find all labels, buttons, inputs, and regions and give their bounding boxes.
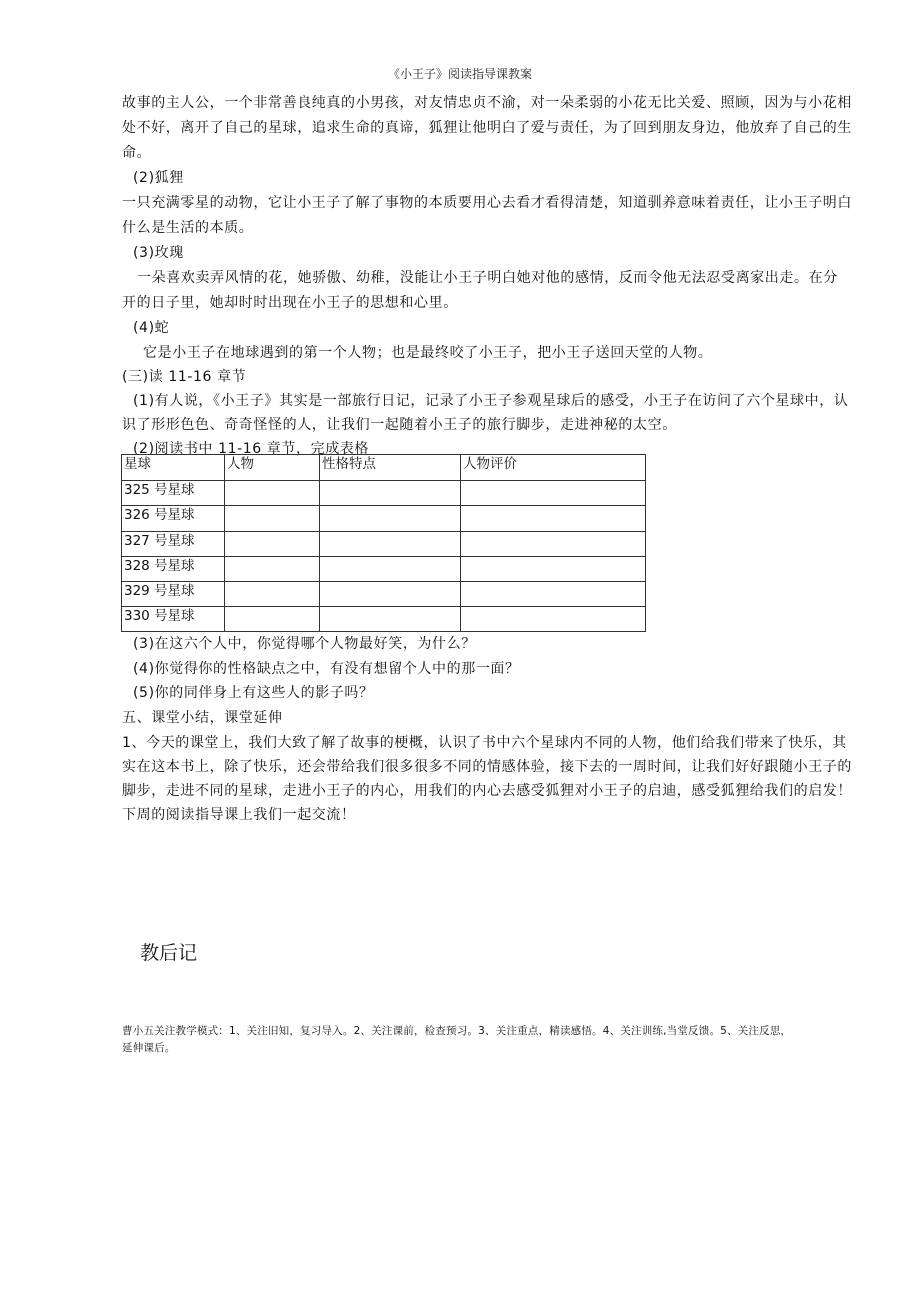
footer-line-2: 延伸课后。 bbox=[122, 1042, 176, 1054]
question-3: (3)在这六个人中，你觉得哪个人物最好笑，为什么？ bbox=[133, 636, 476, 652]
planet-cell: 330 号星球 bbox=[122, 607, 225, 632]
intro-line-3: 命。 bbox=[122, 145, 152, 161]
planet-table bbox=[121, 454, 646, 632]
table-header-row bbox=[122, 455, 646, 481]
planet-cell: 327 号星球 bbox=[122, 532, 225, 557]
planet-cell: 325 号星球 bbox=[122, 481, 225, 506]
empty-cell[interactable] bbox=[225, 607, 320, 632]
section5-line-2: 实在这本书上，除了快乐，还会带给我们很多很多不同的情感体验，接下去的一周时间，让我们好好跟随小王子的 bbox=[122, 759, 852, 775]
page-header: 《小王子》阅读指导课教案 bbox=[387, 67, 532, 81]
after-class-title: 教后记 bbox=[140, 942, 198, 964]
section3-q1-line-1: (1)有人说，《小王子》其实是一部旅行日记，记录了小王子参观星球后的感受，小王子在访问了六个星球中，认 bbox=[133, 393, 849, 409]
empty-cell[interactable] bbox=[320, 481, 461, 506]
intro-line-2: 处不好，离开了自己的星球，追求生命的真谛，狐狸让他明白了爱与责任，为了回到朋友身边，他放弃了自己的生 bbox=[122, 120, 852, 136]
table-row bbox=[122, 582, 646, 607]
empty-cell[interactable] bbox=[461, 582, 646, 607]
empty-cell[interactable] bbox=[225, 506, 320, 532]
empty-cell[interactable] bbox=[461, 481, 646, 506]
table-header-cell: 人物评价 bbox=[461, 455, 646, 481]
section3-q1-line-2: 识了形形色色、奇奇怪怪的人，让我们一起随着小王子的旅行脚步，走进神秘的太空。 bbox=[122, 417, 677, 433]
section5-heading: 五、课堂小结，课堂延伸 bbox=[122, 710, 283, 726]
snake-heading: (4)蛇 bbox=[133, 320, 170, 336]
empty-cell[interactable] bbox=[320, 582, 461, 607]
fox-heading: (2)狐狸 bbox=[133, 170, 184, 186]
table-row bbox=[122, 607, 646, 632]
question-5: (5)你的同伴身上有这些人的影子吗？ bbox=[133, 685, 374, 701]
snake-line: 它是小王子在地球遇到的第一个人物；也是最终咬了小王子，把小王子送回天堂的人物。 bbox=[143, 345, 713, 361]
empty-cell[interactable] bbox=[461, 557, 646, 582]
rose-line-2: 开的日子里，她却时时出现在小王子的思想和心里。 bbox=[122, 295, 458, 311]
intro-line-1: 故事的主人公，一个非常善良纯真的小男孩，对友情忠贞不渝，对一朵柔弱的小花无比关爱、照顾，因为与小花相 bbox=[122, 95, 852, 111]
table-row bbox=[122, 481, 646, 506]
empty-cell[interactable] bbox=[320, 532, 461, 557]
empty-cell[interactable] bbox=[225, 532, 320, 557]
empty-cell[interactable] bbox=[461, 506, 646, 532]
table-row bbox=[122, 532, 646, 557]
empty-cell[interactable] bbox=[225, 582, 320, 607]
empty-cell[interactable] bbox=[320, 506, 461, 532]
rose-heading: (3)玫瑰 bbox=[133, 245, 184, 261]
table-row bbox=[122, 506, 646, 532]
table-header-cell: 人物 bbox=[225, 455, 320, 481]
empty-cell[interactable] bbox=[320, 607, 461, 632]
rose-line-1: 一朵喜欢卖弄风情的花，她骄傲、幼稚，没能让小王子明白她对他的感情，反而令他无法忍受离家出走。在分 bbox=[137, 270, 838, 286]
section5-line-4: 下周的阅读指导课上我们一起交流！ bbox=[122, 807, 356, 823]
empty-cell[interactable] bbox=[225, 481, 320, 506]
table-header-cell: 星球 bbox=[122, 455, 225, 481]
footer-line-1: 曹小五关注教学模式：1、关注旧知，复习导入。2、关注课前，检查预习。3、关注重点，精读感悟。4、关注训练,当堂反馈。5、关注反思， bbox=[122, 1025, 792, 1037]
section5-line-1: 1、今天的课堂上，我们大致了解了故事的梗概，认识了书中六个星球内不同的人物，他们给我们带来了快乐，其 bbox=[122, 735, 847, 751]
question-4: (4)你觉得你的性格缺点之中，有没有想留个人中的那一面？ bbox=[133, 661, 520, 677]
table-row bbox=[122, 557, 646, 582]
section5-line-3: 脚步，走进不同的星球，走进小王子的内心，用我们的内心去感受狐狸对小王子的启迪，感受狐狸给我们的启发！ bbox=[122, 783, 852, 799]
planet-cell: 326 号星球 bbox=[122, 506, 225, 532]
planet-cell: 329 号星球 bbox=[122, 582, 225, 607]
fox-line-2: 什么是生活的本质。 bbox=[122, 220, 254, 236]
empty-cell[interactable] bbox=[461, 607, 646, 632]
planet-cell: 328 号星球 bbox=[122, 557, 225, 582]
fox-line-1: 一只充满零星的动物，它让小王子了解了事物的本质要用心去看才看得清楚，知道驯养意味着责任，让小王子明白 bbox=[122, 195, 852, 211]
empty-cell[interactable] bbox=[461, 532, 646, 557]
table-header-cell: 性格特点 bbox=[320, 455, 461, 481]
section3-heading: (三)读 11-16 章节 bbox=[122, 369, 247, 385]
empty-cell[interactable] bbox=[225, 557, 320, 582]
section3-q2: (2)阅读书中 11-16 章节，完成表格 bbox=[133, 441, 370, 457]
empty-cell[interactable] bbox=[320, 557, 461, 582]
